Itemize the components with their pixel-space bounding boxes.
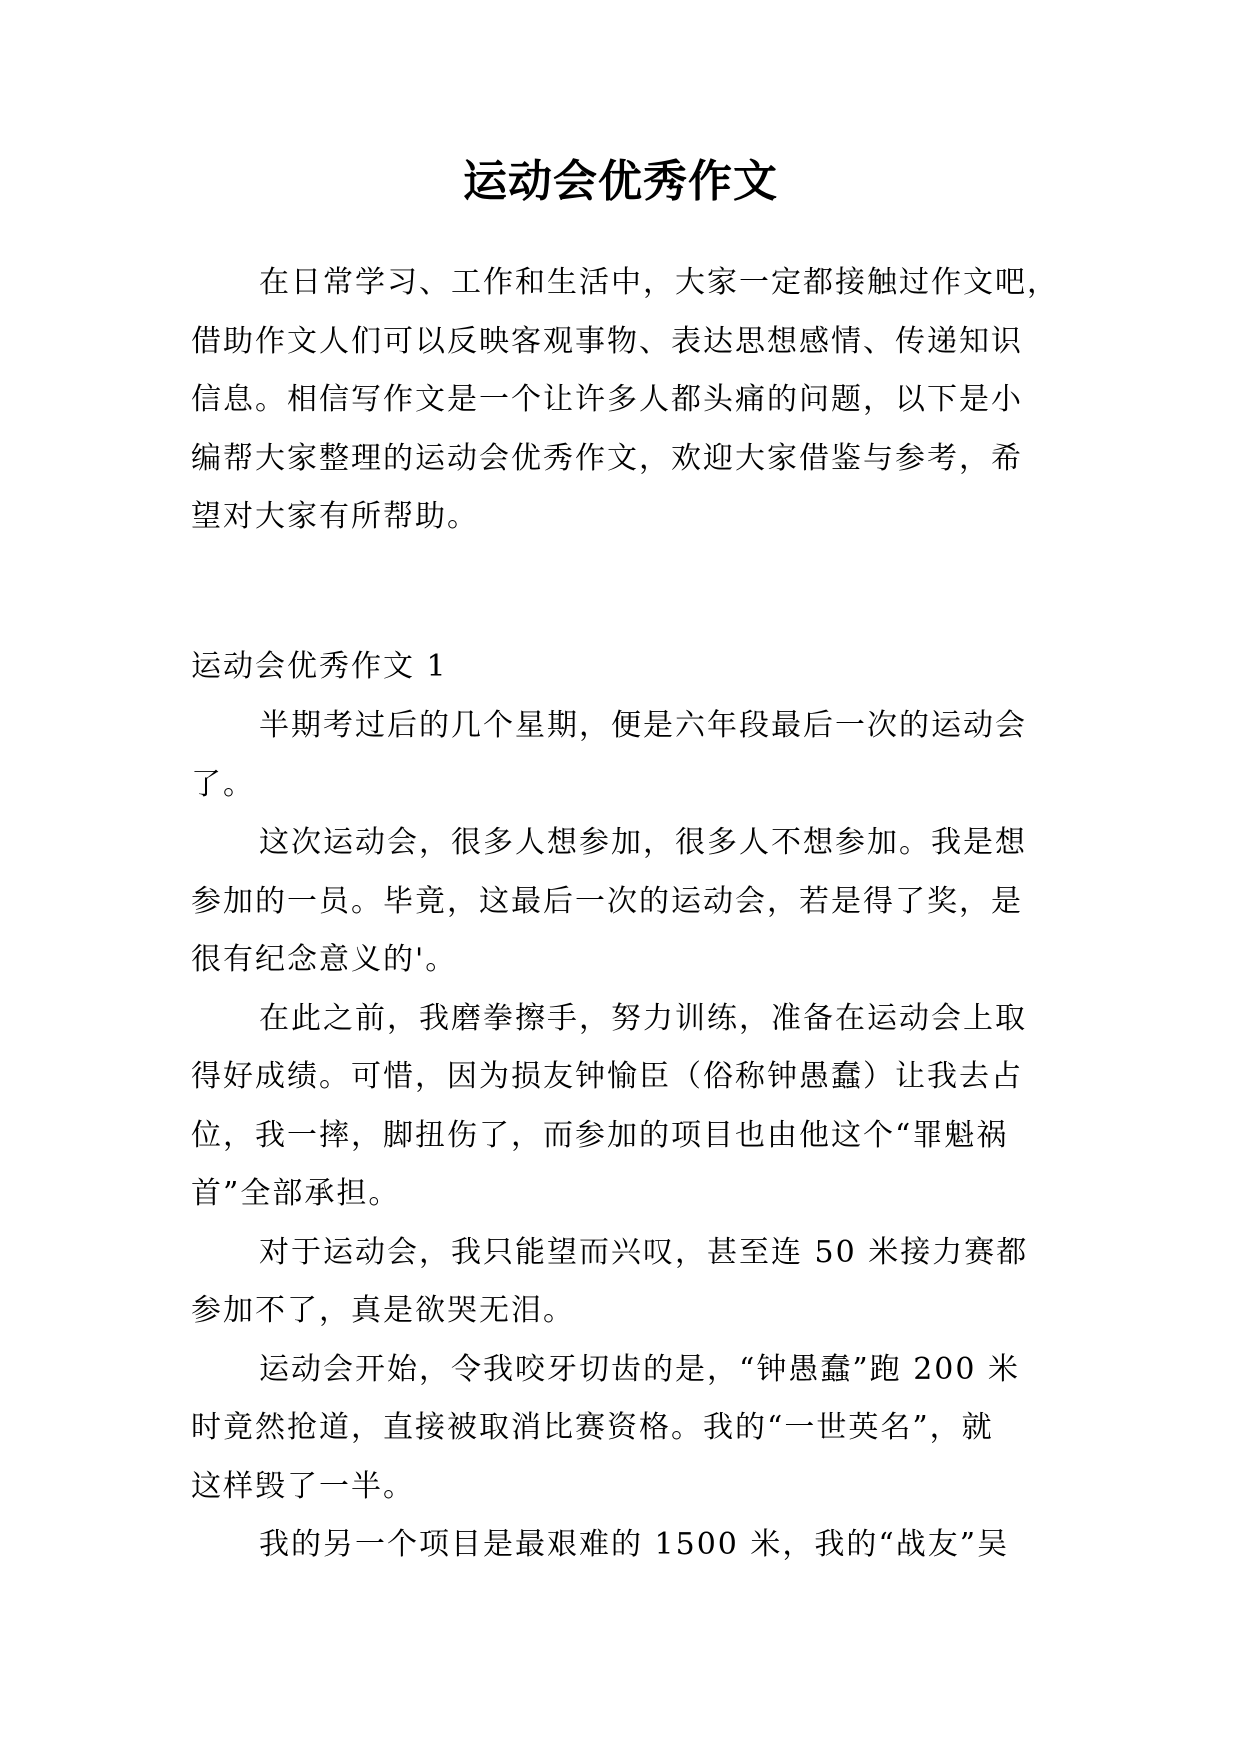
body-line-5: 很有纪念意义的'。 [191,942,458,977]
body-line-6: 在此之前，我磨拳擦手，努力训练，准备在运动会上取 [259,1000,1027,1036]
body-line-9: 首”全部承担。 [191,1176,401,1211]
body-line-11: 参加不了，真是欲哭无泪。 [191,1293,575,1328]
intro-paragraph [191,254,1059,547]
body-line-3: 这次运动会，很多人想参加，很多人不想参加。我是想 [259,825,1027,860]
body-line-10: 对于运动会，我只能望而兴叹，甚至连 50 米接力赛都 [259,1234,1029,1270]
intro-line-3: 信息。相信写作文是一个让许多人都头痛的问题，以下是小 [191,382,1023,417]
body-line-1: 半期考过后的几个星期，便是六年段最后一次的运动会 [259,708,1027,743]
body-line-13: 时竟然抢道，直接被取消比赛资格。我的“一世英名”，就 [191,1410,994,1445]
intro-line-2: 借助作文人们可以反映客观事物、表达思想感情、传递知识 [191,323,1023,359]
body-line-8: 位，我一摔，脚扭伤了，而参加的项目也由他这个“罪魁祸 [191,1117,1009,1153]
intro-line-5: 望对大家有所帮助。 [191,499,479,534]
intro-line-4: 编帮大家整理的运动会优秀作文，欢迎大家借鉴与参考，希 [191,440,1023,476]
document-title: 运动会优秀作文 [463,156,778,207]
essay-body [191,697,1051,1575]
body-line-7: 得好成绩。可惜，因为损友钟愉臣（俗称钟愚蠢）让我去占 [191,1059,1023,1094]
body-line-14: 这样毁了一半。 [191,1468,415,1504]
body-line-4: 参加的一员。毕竟，这最后一次的运动会，若是得了奖，是 [191,883,1023,919]
intro-line-1: 在日常学习、工作和生活中，大家一定都接触过作文吧， [259,265,1059,300]
body-line-2: 了。 [191,766,255,802]
section-heading: 运动会优秀作文 1 [191,649,448,684]
body-line-15: 我的另一个项目是最艰难的 1500 米，我的“战友”吴 [259,1527,1010,1562]
body-line-12: 运动会开始，令我咬牙切齿的是，“钟愚蠢”跑 200 米 [259,1351,1021,1387]
